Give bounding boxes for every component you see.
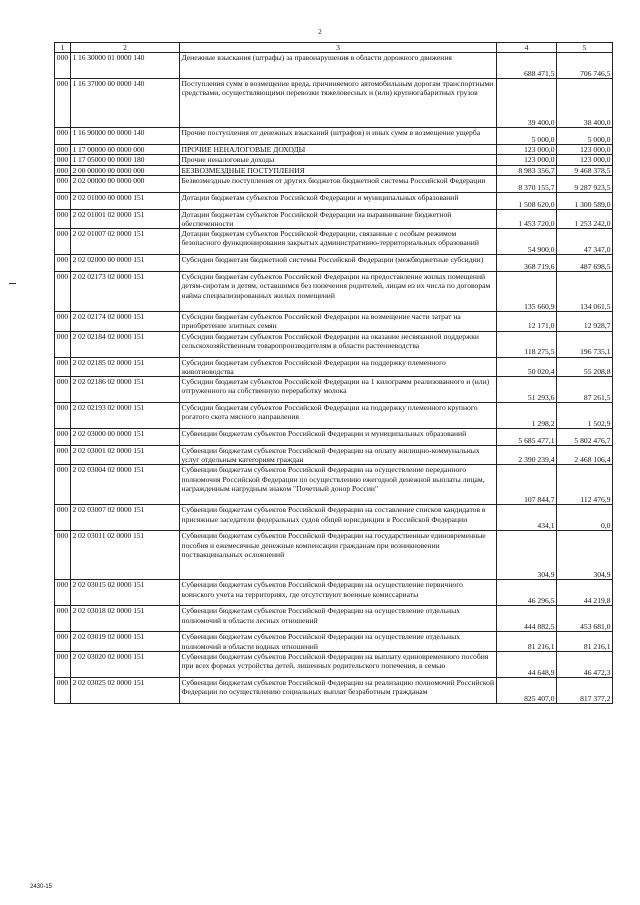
row-number-cell: 000 bbox=[55, 79, 71, 128]
table-row bbox=[55, 429, 613, 446]
revenue-name-cell: Субсидии бюджетам субъектов Российской Федерации на поддержку племенного животноводства bbox=[180, 357, 497, 376]
value-year2-cell: 123 000,0 bbox=[557, 145, 613, 155]
budget-code-cell: 2 02 01000 00 0000 151 bbox=[71, 192, 180, 209]
table-row bbox=[55, 677, 613, 703]
budget-code-cell: 1 16 37000 00 0000 140 bbox=[71, 79, 180, 128]
value-year1-cell: 5 000,0 bbox=[497, 128, 557, 145]
revenue-name-cell: Субвенции бюджетам субъектов Российской Федерации на оплату жилищно-коммунальных услуг отдельным категориям граждан bbox=[180, 446, 497, 465]
header-cell: 5 bbox=[557, 43, 613, 53]
row-number-cell: 000 bbox=[55, 446, 71, 465]
value-year1-cell: 123 000,0 bbox=[497, 155, 557, 165]
footer-code: 2430-15 bbox=[30, 884, 53, 890]
revenue-name-cell: Безвозмездные поступления от других бюджетов бюджетной системы Российской Федерации bbox=[180, 175, 497, 192]
value-year1-cell: 118 275,5 bbox=[497, 331, 557, 357]
table-row bbox=[55, 165, 613, 175]
value-year2-cell: 196 735,1 bbox=[557, 331, 613, 357]
budget-code-cell: 2 02 01007 02 0000 151 bbox=[71, 229, 180, 255]
table-row bbox=[55, 255, 613, 272]
table-row bbox=[55, 531, 613, 580]
revenue-name-cell: Субсидии бюджетам субъектов Российской Федерации на возмещение части затрат на приобретение элитных семян bbox=[180, 312, 497, 331]
revenue-name-cell: Субвенции бюджетам субъектов Российской Федерации и муниципальных образований bbox=[180, 429, 497, 446]
table-row bbox=[55, 403, 613, 429]
row-number-cell: 000 bbox=[55, 357, 71, 376]
header-cell: 4 bbox=[497, 43, 557, 53]
row-number-cell: 000 bbox=[55, 145, 71, 155]
header-cell: 3 bbox=[180, 43, 497, 53]
row-number-cell: 000 bbox=[55, 403, 71, 429]
budget-code-cell: 2 02 02000 00 0000 151 bbox=[71, 255, 180, 272]
row-number-cell: 000 bbox=[55, 331, 71, 357]
budget-code-cell: 2 02 02193 02 0000 151 bbox=[71, 403, 180, 429]
budget-code-cell: 2 02 02186 02 0000 151 bbox=[71, 377, 180, 403]
table-row bbox=[55, 632, 613, 651]
budget-code-cell: 2 02 02174 02 0000 151 bbox=[71, 312, 180, 331]
row-number-cell: 000 bbox=[55, 429, 71, 446]
budget-code-cell: 2 02 03019 02 0000 151 bbox=[71, 632, 180, 651]
revenue-name-cell: Субвенции бюджетам субъектов Российской Федерации на осуществление отдельных полномочий в области водных отношений bbox=[180, 632, 497, 651]
budget-code-cell: 1 16 30000 01 0000 140 bbox=[71, 53, 180, 79]
value-year1-cell: 8 983 356,7 bbox=[497, 165, 557, 175]
revenue-name-cell: Субсидии бюджетам субъектов Российской Федерации на оказание несвязанной поддержки сельскохозяйственным товаропроизводителям в области растениеводства bbox=[180, 331, 497, 357]
row-number-cell: 000 bbox=[55, 632, 71, 651]
table-row bbox=[55, 651, 613, 677]
value-year1-cell: 135 660,9 bbox=[497, 272, 557, 312]
value-year2-cell: 87 261,5 bbox=[557, 377, 613, 403]
table-row bbox=[55, 229, 613, 255]
table-row bbox=[55, 155, 613, 165]
row-number-cell: 000 bbox=[55, 272, 71, 312]
row-number-cell: 000 bbox=[55, 175, 71, 192]
revenue-name-cell: Субвенции бюджетам субъектов Российской Федерации на осуществление переданного полномочия Российской Федерации по осуществлению ежегодной денежной выплаты лицам, награжденным нагрудным знаком "Почетный донор России" bbox=[180, 465, 497, 505]
budget-code-cell: 2 02 03000 00 0000 151 bbox=[71, 429, 180, 446]
row-number-cell: 000 bbox=[55, 155, 71, 165]
row-number-cell: 000 bbox=[55, 465, 71, 505]
value-year1-cell: 1 298,2 bbox=[497, 403, 557, 429]
table-row bbox=[55, 192, 613, 209]
page-number: 2 bbox=[318, 28, 322, 36]
budget-code-cell: 2 02 03004 02 0000 151 bbox=[71, 465, 180, 505]
table-header-row bbox=[55, 43, 613, 53]
value-year2-cell: 134 061,5 bbox=[557, 272, 613, 312]
row-number-cell: 000 bbox=[55, 229, 71, 255]
budget-code-cell: 2 02 03011 02 0000 151 bbox=[71, 531, 180, 580]
value-year1-cell: 51 293,6 bbox=[497, 377, 557, 403]
budget-code-cell: 2 02 02173 02 0000 151 bbox=[71, 272, 180, 312]
revenue-name-cell: Денежные взыскания (штрафы) за правонарушения в области дорожного движения bbox=[180, 53, 497, 79]
row-number-cell: 000 bbox=[55, 128, 71, 145]
table-row bbox=[55, 606, 613, 632]
value-year1-cell: 434,1 bbox=[497, 505, 557, 531]
value-year2-cell: 12 928,7 bbox=[557, 312, 613, 331]
row-number-cell: 000 bbox=[55, 209, 71, 228]
value-year1-cell: 107 844,7 bbox=[497, 465, 557, 505]
value-year2-cell: 123 000,0 bbox=[557, 155, 613, 165]
value-year2-cell: 1 502,9 bbox=[557, 403, 613, 429]
row-number-cell: 000 bbox=[55, 531, 71, 580]
revenue-name-cell: Субсидии бюджетам бюджетной системы Российской Федерации (межбюджетные субсидии) bbox=[180, 255, 497, 272]
table-row bbox=[55, 331, 613, 357]
table-row bbox=[55, 53, 613, 79]
row-number-cell: 000 bbox=[55, 651, 71, 677]
revenue-name-cell: Дотации бюджетам субъектов Российской Федерации на выравнивание бюджетной обеспеченности bbox=[180, 209, 497, 228]
value-year2-cell: 9 287 923,5 bbox=[557, 175, 613, 192]
value-year1-cell: 304,9 bbox=[497, 531, 557, 580]
budget-code-cell: 2 02 01001 02 0000 151 bbox=[71, 209, 180, 228]
budget-code-cell: 1 17 00000 00 0000 000 bbox=[71, 145, 180, 155]
value-year2-cell: 487 698,5 bbox=[557, 255, 613, 272]
revenue-name-cell: Субвенции бюджетам субъектов Российской Федерации на государственные единовременные пособия и ежемесячные денежные компенсации гражданам при возникновении поствакцинальных осложнений bbox=[180, 531, 497, 580]
table-row bbox=[55, 79, 613, 128]
table-row bbox=[55, 580, 613, 606]
revenue-name-cell: Субсидии бюджетам субъектов Российской Федерации на предоставление жилых помещений детям-сиротам и детям, оставшимся без попечения родителей, лицам из их числа по договорам найма специализированных жилых помещений bbox=[180, 272, 497, 312]
revenue-name-cell: Субвенции бюджетам субъектов Российской Федерации на реализацию полномочий Российской Федерации по осуществлению социальных выплат безработным гражданам bbox=[180, 677, 497, 703]
budget-code-cell: 2 02 02185 02 0000 151 bbox=[71, 357, 180, 376]
value-year2-cell: 46 472,3 bbox=[557, 651, 613, 677]
value-year2-cell: 0,0 bbox=[557, 505, 613, 531]
value-year2-cell: 304,9 bbox=[557, 531, 613, 580]
value-year1-cell: 123 000,0 bbox=[497, 145, 557, 155]
budget-code-cell: 1 17 05000 00 0000 180 bbox=[71, 155, 180, 165]
value-year1-cell: 368 719,6 bbox=[497, 255, 557, 272]
row-number-cell: 000 bbox=[55, 165, 71, 175]
value-year1-cell: 825 407,0 bbox=[497, 677, 557, 703]
revenue-name-cell: Субсидии бюджетам субъектов Российской Федерации на 1 килограмм реализованного и (или) отгруженного на собственную переработку молока bbox=[180, 377, 497, 403]
revenue-name-cell: ПРОЧИЕ НЕНАЛОГОВЫЕ ДОХОДЫ bbox=[180, 145, 497, 155]
value-year2-cell: 9 468 378,5 bbox=[557, 165, 613, 175]
table-row bbox=[55, 357, 613, 376]
value-year2-cell: 706 746,5 bbox=[557, 53, 613, 79]
table-row bbox=[55, 312, 613, 331]
revenue-name-cell: Субсидии бюджетам субъектов Российской Федерации на поддержку племенного крупного рогатого скота мясного направления bbox=[180, 403, 497, 429]
row-number-cell: 000 bbox=[55, 192, 71, 209]
revenue-name-cell: Дотации бюджетам субъектов Российской Федерации и муниципальных образований bbox=[180, 192, 497, 209]
table-row bbox=[55, 145, 613, 155]
row-number-cell: 000 bbox=[55, 53, 71, 79]
row-number-cell: 000 bbox=[55, 377, 71, 403]
value-year2-cell: 38 400,0 bbox=[557, 79, 613, 128]
table-row bbox=[55, 272, 613, 312]
row-number-cell: 000 bbox=[55, 606, 71, 632]
value-year1-cell: 81 216,1 bbox=[497, 632, 557, 651]
table-row bbox=[55, 505, 613, 531]
row-number-cell: 000 bbox=[55, 505, 71, 531]
value-year2-cell: 1 300 589,0 bbox=[557, 192, 613, 209]
value-year1-cell: 54 900,0 bbox=[497, 229, 557, 255]
budget-code-cell: 2 02 00000 00 0000 000 bbox=[71, 175, 180, 192]
budget-code-cell: 2 02 03015 02 0000 151 bbox=[71, 580, 180, 606]
value-year1-cell: 688 471,5 bbox=[497, 53, 557, 79]
value-year2-cell: 1 253 242,0 bbox=[557, 209, 613, 228]
budget-code-cell: 2 02 03001 02 0000 151 bbox=[71, 446, 180, 465]
budget-code-cell: 2 00 00000 00 0000 000 bbox=[71, 165, 180, 175]
budget-code-cell: 2 02 03020 02 0000 151 bbox=[71, 651, 180, 677]
budget-code-cell: 1 16 90000 00 0000 140 bbox=[71, 128, 180, 145]
table-row bbox=[55, 175, 613, 192]
value-year1-cell: 46 296,5 bbox=[497, 580, 557, 606]
value-year1-cell: 44 648,9 bbox=[497, 651, 557, 677]
revenue-name-cell: Субвенции бюджетам субъектов Российской Федерации на составление списков кандидатов в присяжные заседатели федеральных судов общей юрисдикции в Российской Федерации bbox=[180, 505, 497, 531]
value-year1-cell: 1 508 620,0 bbox=[497, 192, 557, 209]
revenue-name-cell: Субвенции бюджетам субъектов Российской Федерации на осуществление отдельных полномочий в области лесных отношений bbox=[180, 606, 497, 632]
value-year2-cell: 112 476,9 bbox=[557, 465, 613, 505]
revenue-name-cell: БЕЗВОЗМЕЗДНЫЕ ПОСТУПЛЕНИЯ bbox=[180, 165, 497, 175]
revenue-name-cell: Дотации бюджетам субъектов Российской Федерации, связанные с особым режимом безопасного функционирования закрытых административно-территориальных образований bbox=[180, 229, 497, 255]
row-number-cell: 000 bbox=[55, 312, 71, 331]
value-year1-cell: 2 390 239,4 bbox=[497, 446, 557, 465]
revenue-name-cell: Прочие поступления от денежных взысканий (штрафов) и иных сумм в возмещение ущерба bbox=[180, 128, 497, 145]
revenue-name-cell: Прочие неналоговые доходы bbox=[180, 155, 497, 165]
header-cell: 2 bbox=[71, 43, 180, 53]
revenue-name-cell: Субвенции бюджетам субъектов Российской Федерации на выплату единовременного пособия при всех формах устройства детей, лишенных родительского попечения, в семью bbox=[180, 651, 497, 677]
margin-mark bbox=[9, 283, 16, 284]
revenue-name-cell: Поступления сумм в возмещение вреда, причиняемого автомобильным дорогам транспортными средствами, осуществляющими перевозки тяжеловесных и (или) крупногабаритных грузов bbox=[180, 79, 497, 128]
row-number-cell: 000 bbox=[55, 255, 71, 272]
value-year1-cell: 1 453 720,0 bbox=[497, 209, 557, 228]
budget-code-cell: 2 02 02184 02 0000 151 bbox=[71, 331, 180, 357]
value-year1-cell: 8 370 155,7 bbox=[497, 175, 557, 192]
row-number-cell: 000 bbox=[55, 677, 71, 703]
value-year1-cell: 12 171,0 bbox=[497, 312, 557, 331]
row-number-cell: 000 bbox=[55, 580, 71, 606]
table-row bbox=[55, 377, 613, 403]
value-year2-cell: 817 377,2 bbox=[557, 677, 613, 703]
table-row bbox=[55, 209, 613, 228]
value-year2-cell: 47 347,0 bbox=[557, 229, 613, 255]
table-row bbox=[55, 465, 613, 505]
value-year2-cell: 44 219,8 bbox=[557, 580, 613, 606]
budget-code-cell: 2 02 03007 02 0000 151 bbox=[71, 505, 180, 531]
value-year2-cell: 55 208,8 bbox=[557, 357, 613, 376]
budget-code-cell: 2 02 03018 02 0000 151 bbox=[71, 606, 180, 632]
value-year1-cell: 5 685 477,1 bbox=[497, 429, 557, 446]
header-cell: 1 bbox=[55, 43, 71, 53]
budget-code-cell: 2 02 03025 02 0000 151 bbox=[71, 677, 180, 703]
value-year1-cell: 39 400,0 bbox=[497, 79, 557, 128]
value-year2-cell: 5 000,0 bbox=[557, 128, 613, 145]
value-year1-cell: 444 882,5 bbox=[497, 606, 557, 632]
budget-table bbox=[54, 42, 613, 704]
value-year2-cell: 81 216,1 bbox=[557, 632, 613, 651]
table-row bbox=[55, 446, 613, 465]
revenue-name-cell: Субвенции бюджетам субъектов Российской Федерации на осуществление первичного воинского учета на территориях, где отсутствуют военные комиссариаты bbox=[180, 580, 497, 606]
table-row bbox=[55, 128, 613, 145]
value-year1-cell: 50 020,4 bbox=[497, 357, 557, 376]
value-year2-cell: 5 802 476,7 bbox=[557, 429, 613, 446]
value-year2-cell: 453 681,0 bbox=[557, 606, 613, 632]
value-year2-cell: 2 468 106,4 bbox=[557, 446, 613, 465]
